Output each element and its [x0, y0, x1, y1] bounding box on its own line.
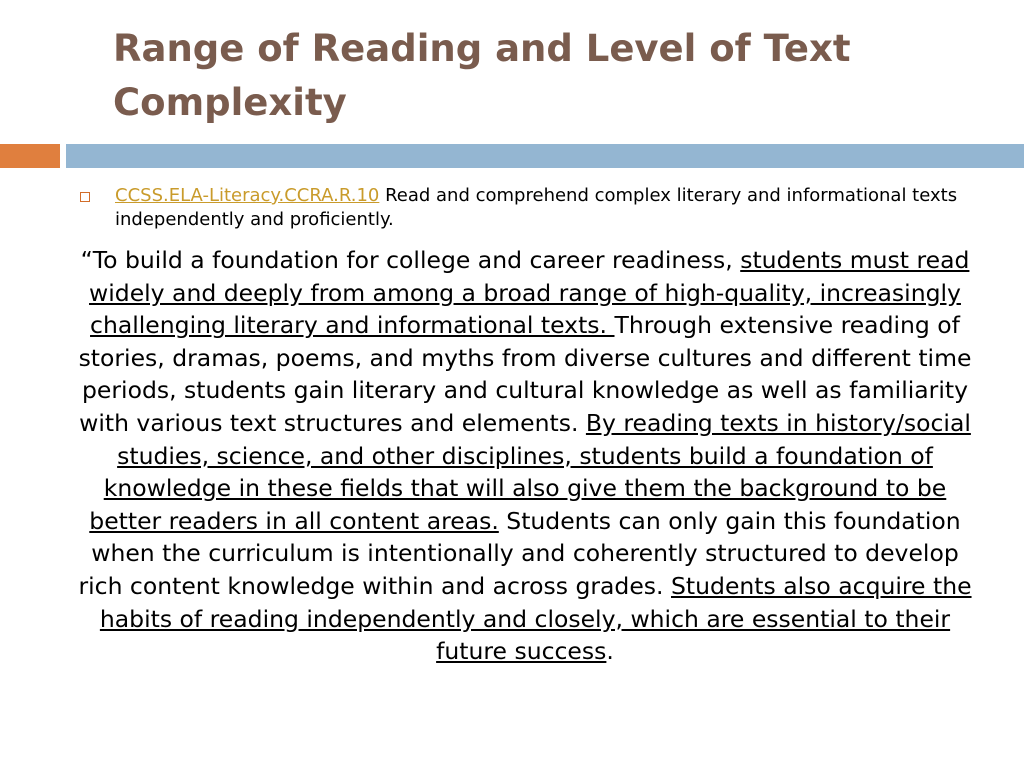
- accent-bar-orange: [0, 144, 60, 168]
- quote-underlined-1: students must read widely and deeply from among a broad range of high-quality, increasingly challenging literary and informational texts.: [89, 246, 970, 340]
- standard-link[interactable]: CCSS.ELA-Literacy.CCRA.R.10: [115, 185, 380, 206]
- slide-title-line-2: Complexity: [113, 81, 347, 124]
- bullet-text: [115, 184, 960, 232]
- quote-text-3: Students can only gain this foundation when the curriculum is intentionally and coherently structured to develop rich content knowledge within and across grades.: [78, 506, 961, 600]
- quote-text-4: .: [606, 637, 614, 666]
- quote-text-2: Through extensive reading of stories, dramas, poems, and myths from diverse cultures and different time periods, students gain literary and cultural knowledge as well as familiarity with various text structures and elements.: [78, 311, 972, 437]
- slide-title-line-1: Range of Reading and Level of Text: [113, 27, 851, 70]
- slide-title: [113, 22, 993, 130]
- quote-paragraph: [78, 244, 972, 668]
- quote-underlined-2: By reading texts in history/social studies, science, and other disciplines, students build a foundation of knowledge in these fields that will also give them the background to be better readers in all content areas.: [89, 408, 971, 535]
- standard-bullet: [80, 184, 960, 232]
- quote-text-1: “To build a foundation for college and career readiness,: [80, 246, 741, 274]
- square-bullet-icon: [80, 192, 90, 202]
- standard-description: Read and comprehend complex literary and informational texts independently and proficiently.: [115, 185, 958, 230]
- accent-bar-blue: [66, 144, 1024, 168]
- quote-underlined-3: Students also acquire the habits of reading independently and closely, which are essential to their future success: [99, 571, 972, 666]
